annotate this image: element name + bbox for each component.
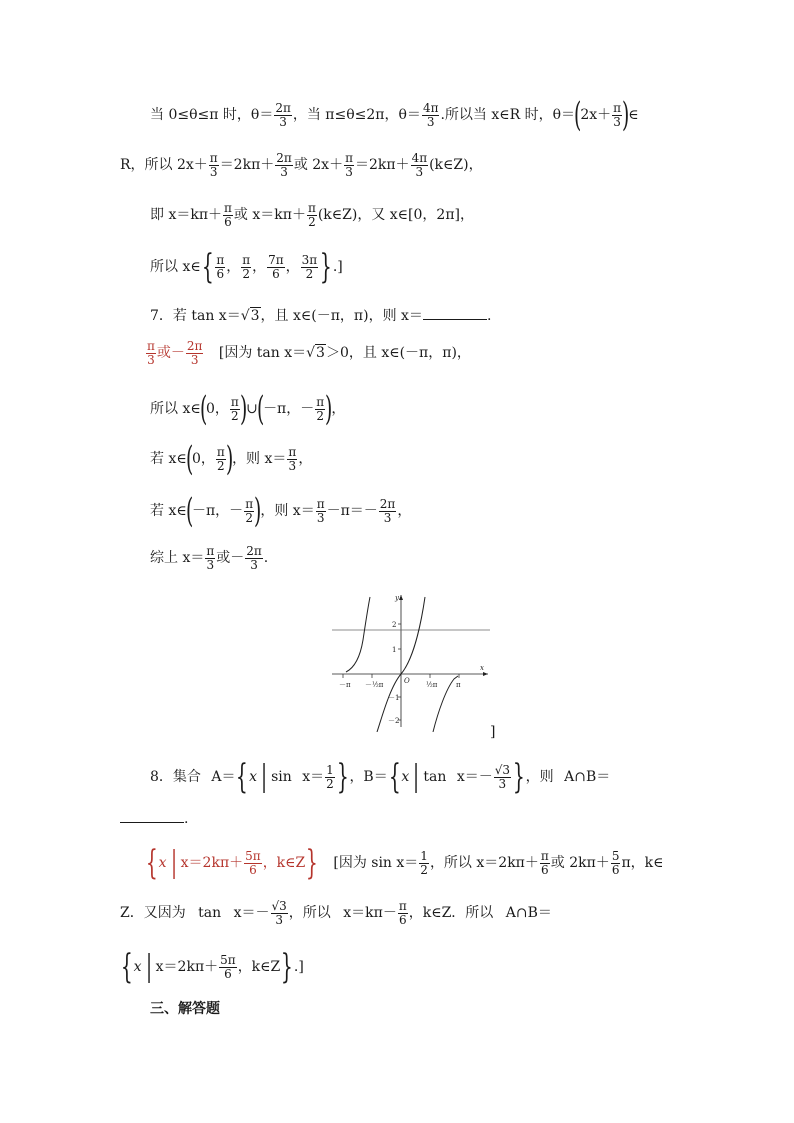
text: .所以当 x∈R 时，θ＝ bbox=[440, 107, 576, 123]
y-tick-label: －2 bbox=[388, 717, 400, 725]
section-heading: 三、解答题 bbox=[150, 1001, 220, 1017]
answer-blank bbox=[120, 808, 184, 823]
answer-blank bbox=[423, 305, 487, 320]
answer-highlight: {x | x＝2kπ＋ $\frac{5\pi}{6}$ ，k∈Z} bbox=[145, 843, 319, 883]
fraction: $\frac{2\pi}{3}$ bbox=[379, 496, 396, 525]
text: 或 2kπ＋ bbox=[550, 855, 610, 871]
right-brace: } bbox=[512, 757, 525, 797]
fraction: $\frac{1}{2}$ bbox=[326, 762, 334, 791]
right-paren: ) bbox=[239, 389, 248, 429]
fraction: $\frac{\pi}{2}$ bbox=[307, 201, 316, 229]
fraction: $\frac{\pi}{2}$ bbox=[216, 444, 225, 473]
fraction: $\frac{\pi}{6}$ bbox=[398, 899, 407, 927]
y-axis-label: y bbox=[395, 594, 399, 602]
set-bar: | bbox=[413, 759, 420, 794]
text: ，k∈Z．所以 A∩B＝ bbox=[408, 905, 552, 922]
answer-8 bbox=[145, 843, 664, 883]
fraction: $\frac{\pi}{3}$ bbox=[206, 544, 215, 572]
left-brace: { bbox=[120, 947, 133, 987]
left-brace: { bbox=[388, 757, 401, 797]
left-paren: ( bbox=[185, 491, 193, 531]
text: 7．若 tan x＝ bbox=[150, 308, 241, 324]
fraction: $\frac{\pi}{3}$ bbox=[345, 151, 353, 179]
answer-7-line-2 bbox=[150, 389, 346, 429]
y-axis-arrow bbox=[399, 595, 403, 600]
text: . bbox=[486, 308, 492, 324]
text: ，k∈Z bbox=[237, 959, 281, 975]
tan-branch-left bbox=[346, 597, 370, 672]
text: sin x＝ bbox=[271, 769, 325, 785]
y-tick-label: 1 bbox=[392, 646, 397, 654]
text: ， bbox=[285, 259, 300, 275]
solution-line-3 bbox=[150, 202, 474, 228]
x-axis-arrow bbox=[483, 672, 488, 676]
text: 或 2x＋ bbox=[293, 157, 344, 174]
left-brace: { bbox=[236, 757, 249, 797]
text: －π＝－ bbox=[326, 503, 378, 519]
x-tick-label: π bbox=[456, 681, 461, 689]
fraction: $\frac{5}{6}$ bbox=[611, 848, 620, 877]
right-brace: } bbox=[281, 947, 294, 987]
text: π，k∈ bbox=[621, 855, 664, 871]
fraction: $\frac{\pi}{2}$ bbox=[242, 252, 251, 281]
text: 所以 x∈ bbox=[150, 259, 201, 275]
right-paren: ) bbox=[254, 491, 262, 531]
text: ，则 A∩B＝ bbox=[525, 769, 611, 785]
y-tick-label: －1 bbox=[388, 694, 400, 702]
text: (k∈Z)，又 x∈[0，2π]， bbox=[317, 207, 474, 224]
text: [因为 sin x＝ bbox=[333, 855, 419, 871]
text: 或－ bbox=[216, 550, 245, 567]
answer-8-line-2 bbox=[120, 900, 552, 926]
text: ，所以 x＝2kπ＋ bbox=[429, 855, 539, 871]
text: ， bbox=[252, 259, 267, 275]
fraction: $\frac{\pi}{3}$ bbox=[316, 496, 325, 525]
fraction: $\frac{\pi}{6}$ bbox=[540, 848, 549, 877]
text: ＝2kπ＋ bbox=[354, 157, 410, 174]
question-7 bbox=[150, 305, 491, 323]
question-8-blank-line bbox=[120, 808, 188, 826]
right-paren: ) bbox=[622, 95, 630, 135]
answer-7-line-3 bbox=[150, 439, 313, 479]
text: ，且 x∈(－π，π)，则 x＝ bbox=[260, 308, 423, 324]
sqrt: √3 bbox=[240, 308, 260, 324]
fraction: $\frac{4\pi}{3}$ bbox=[411, 151, 428, 179]
x-axis-label: x bbox=[480, 664, 484, 672]
fraction: $\frac{√3}{3}$ bbox=[271, 899, 287, 927]
text: 当 0≤θ≤π 时，θ＝ bbox=[150, 107, 274, 123]
fraction: $\frac{7\pi}{6}$ bbox=[268, 252, 284, 281]
answer-7 bbox=[145, 340, 471, 366]
solution-line-4 bbox=[150, 247, 343, 287]
text: ，所以 x＝kπ－ bbox=[288, 905, 397, 922]
fraction: $\frac{\pi}{2}$ bbox=[245, 496, 254, 525]
fraction: $\frac{1}{2}$ bbox=[420, 848, 428, 877]
text: 所以 x∈ bbox=[150, 401, 201, 417]
question-8 bbox=[150, 757, 611, 797]
origin-label: O bbox=[404, 677, 410, 685]
text: ， bbox=[298, 451, 313, 467]
fraction: $\frac{5\pi}{6}$ bbox=[220, 952, 236, 981]
text: ＝2kπ＋ bbox=[219, 157, 275, 174]
text: x bbox=[401, 769, 410, 785]
left-brace: { bbox=[201, 247, 214, 287]
text: tan x＝－ bbox=[423, 769, 493, 785]
x-tick-label: ½π bbox=[426, 681, 438, 689]
right-paren: ) bbox=[325, 389, 333, 429]
answer-7-line-4 bbox=[150, 491, 412, 531]
fraction: $\frac{4\pi}{3}$ bbox=[422, 100, 439, 129]
fraction: $\frac{2\pi}{3}$ bbox=[276, 151, 292, 179]
set-bar: | bbox=[261, 759, 268, 794]
fraction: $\frac{\pi}{2}$ bbox=[316, 394, 325, 423]
text: ，则 x＝ bbox=[232, 451, 287, 467]
tangent-graph bbox=[330, 592, 495, 732]
text: 若 x∈ bbox=[150, 503, 187, 519]
text: 0， bbox=[205, 401, 229, 417]
text: －π，－ bbox=[191, 503, 244, 519]
text: . bbox=[263, 550, 269, 567]
text: ， bbox=[226, 259, 241, 275]
text: [因为 tan x＝ bbox=[218, 345, 307, 362]
text: ，B＝ bbox=[349, 769, 388, 785]
solution-line-2 bbox=[120, 152, 483, 178]
text: 综上 x＝ bbox=[150, 550, 205, 567]
left-paren: ( bbox=[199, 389, 207, 429]
solution-line-1 bbox=[150, 95, 639, 135]
right-brace: } bbox=[336, 757, 349, 797]
x-tick-label: －½π bbox=[365, 681, 384, 689]
answer-8-line-3 bbox=[120, 947, 304, 987]
text: ，当 π≤θ≤2π，θ＝ bbox=[292, 107, 421, 123]
right-brace: } bbox=[320, 247, 332, 287]
fraction: $\frac{3\pi}{2}$ bbox=[301, 252, 318, 281]
text: 即 x＝kπ＋ bbox=[150, 207, 223, 224]
text: 或 x＝kπ＋ bbox=[233, 207, 306, 224]
left-paren: ( bbox=[256, 389, 265, 429]
text: ，则 x＝ bbox=[260, 503, 315, 519]
fraction: $\frac{√3}{3}$ bbox=[494, 762, 511, 791]
fraction: $\frac{\pi}{3}$ bbox=[288, 444, 297, 473]
sqrt: √3 bbox=[306, 345, 325, 362]
text: 8．集合 A＝ bbox=[150, 769, 236, 785]
text: x bbox=[249, 769, 258, 785]
fraction: $\frac{\pi}{6}$ bbox=[216, 252, 225, 281]
text: －π，－ bbox=[263, 401, 315, 417]
text: 0， bbox=[191, 451, 215, 467]
x-tick-label: －π bbox=[339, 681, 351, 689]
text: .] bbox=[332, 259, 343, 275]
closing-bracket: ] bbox=[490, 724, 496, 740]
fraction: $\frac{\pi}{3}$ bbox=[613, 100, 622, 129]
text: 若 x∈ bbox=[150, 451, 187, 467]
fraction: $\frac{\pi}{2}$ bbox=[230, 394, 239, 423]
text: ， bbox=[397, 503, 412, 519]
text: R，所以 2x＋ bbox=[120, 157, 208, 174]
text: (k∈Z)， bbox=[429, 157, 483, 174]
fraction: $\frac{\pi}{3}$ bbox=[209, 151, 218, 179]
text: x bbox=[133, 959, 142, 975]
set-bar: | bbox=[145, 949, 152, 984]
text: . bbox=[184, 811, 189, 827]
fraction: $\frac{2\pi}{3}$ bbox=[275, 100, 291, 129]
text: ＞0，且 x∈(－π，π)， bbox=[325, 345, 471, 362]
left-paren: ( bbox=[185, 439, 193, 479]
right-paren: ) bbox=[225, 439, 234, 479]
text: ∈ bbox=[628, 107, 639, 123]
left-paren: ( bbox=[574, 95, 582, 135]
y-tick-label: 2 bbox=[392, 621, 397, 629]
fraction: $\frac{2\pi}{3}$ bbox=[246, 544, 262, 572]
text: Z．又因为 tan x＝－ bbox=[120, 905, 270, 922]
answer-highlight: $\frac{\pi}{3}$ 或－ $\frac{2\pi}{3}$ bbox=[147, 339, 203, 367]
text: x＝2kπ＋ bbox=[155, 959, 219, 975]
fraction: $\frac{\pi}{6}$ bbox=[224, 201, 232, 229]
text: .] bbox=[293, 959, 304, 975]
text: ∪ bbox=[246, 401, 258, 417]
text: 2x＋ bbox=[580, 107, 612, 123]
text: ， bbox=[331, 401, 346, 417]
answer-7-line-5 bbox=[150, 545, 268, 571]
